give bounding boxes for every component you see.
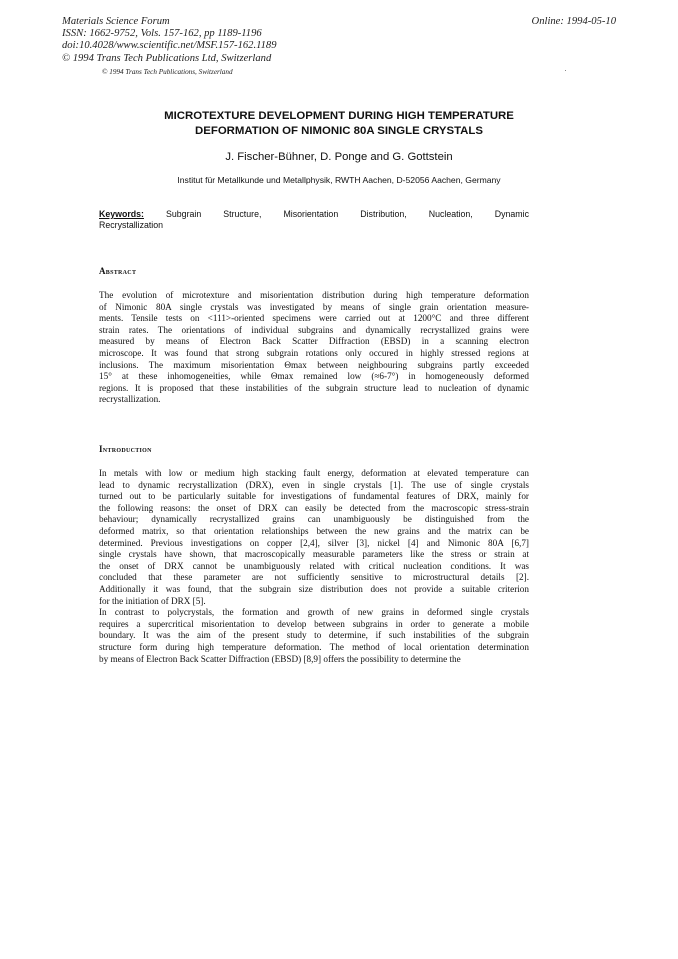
text-line: The evolution of microtexture and misorientation distribution during high temperature deformation (99, 290, 529, 300)
text-line: Additionally it was found, that the subgrain size distribution does not provide a suitable criterion (99, 583, 529, 594)
title-line-1: MICROTEXTURE DEVELOPMENT DURING HIGH TEMPERATURE (164, 110, 514, 122)
doi-line: doi:10.4028/www.scientific.net/MSF.157-162.1189 (62, 40, 277, 52)
text-line: deformed matrix, so that orientation relationships between the new grains and the matrix can be (99, 525, 529, 536)
text-line: of Nimonic 80A single crystals was investigated by means of single grain orientation measure- (99, 301, 529, 312)
keywords-line-2: Recrystallization (99, 220, 164, 230)
keywords-text: Subgrain Structure, Misorientation Distribution, Nucleation, Dynamic (166, 209, 529, 219)
text-line: structure form during high temperature deformation. The method of local orientation determination (99, 641, 529, 652)
keywords-line-1 (99, 209, 529, 220)
small-copyright: © 1994 Trans Tech Publications, Switzerland (102, 68, 233, 76)
authors: J. Fischer-Bühner, D. Ponge and G. Gottstein (225, 151, 453, 163)
journal-name: Materials Science Forum (62, 16, 170, 27)
text-line: for the initiation of DRX [5]. (99, 595, 206, 606)
keywords-label: Keywords: (99, 209, 144, 219)
text-line: In metals with low or medium high stacking fault energy, deformation at elevated temperature can (99, 468, 529, 478)
title-line-2: DEFORMATION OF NIMONIC 80A SINGLE CRYSTALS (195, 124, 483, 137)
abstract-heading: Abstract (99, 266, 137, 276)
text-line: the onset of DRX cannot be unambiguously related with critical nucleation conditions. It was (99, 560, 529, 571)
text-line: requires a supercritical misorientation to develop between subgrains in order to generate a mobile (99, 618, 529, 629)
text-line: microscope. It was found that strong subgrain rotations only occured in highly stressed regions at (99, 347, 529, 358)
text-line: 15° at these inhomogeneities, while Θmax remained low (≈6-7°) in homogeneously deformed (99, 371, 529, 382)
scan-speck (565, 70, 566, 71)
text-line: boundary. It was the aim of the present study to determine, if such instabilities of the subgrain (99, 630, 529, 641)
text-line: lead to dynamic recrystallization (DRX), even in single crystals [1]. The use of single crystals (99, 479, 529, 490)
text-line: In contrast to polycrystals, the formation and growth of new grains in deformed single crystals (99, 607, 529, 618)
introduction-heading: Introduction (99, 444, 152, 454)
publication-metadata (62, 16, 277, 65)
text-line: ments. Tensile tests on <111>-oriented specimens were carried out at 1200°C and three different (99, 313, 529, 324)
text-line: recrystallization. (99, 394, 161, 405)
text-line: turned out to be particularly suitable for investigations of fundamental features of DRX, mainly for (99, 491, 529, 502)
text-line: the following reasons: the onset of DRX can easily be detected from the macroscopic stress-strain (99, 502, 529, 513)
text-line: by means of Electron Back Scatter Diffraction (EBSD) [8,9] offers the possibility to determine the (99, 653, 461, 664)
text-line: measured by means of Electron Back Scatter Diffraction (EBSD) in a scanning electron (99, 336, 529, 347)
text-line: determined. Previous investigations on copper [2,4], silver [3], nickel [4] and Nimonic 80A [6,7] (99, 537, 529, 548)
issn-line: ISSN: 1662-9752, Vols. 157-162, pp 1189-1196 (62, 28, 262, 40)
text-line: concluded that these parameter are not sufficiently sensitive to microstructural details [2]. (99, 572, 529, 583)
text-line: single crystals have shown, that macroscopically measurable parameters like the stress or strain at (99, 549, 529, 560)
copyright-line: © 1994 Trans Tech Publications Ltd, Switzerland (62, 52, 272, 64)
text-line: inclusions. The maximum misorientation Θmax between neighbouring subgrains partly exceeded (99, 359, 529, 370)
introduction-body (99, 468, 529, 665)
text-line: behaviour; dynamically recrystallized grains can unambiguously be distinguished from the (99, 514, 529, 525)
paper-title (62, 109, 616, 138)
text-line: regions. It is proposed that these instabilities of the subgrain structure lead to nucleation of dynamic (99, 382, 529, 393)
affiliation: Institut für Metallkunde und Metallphysik, RWTH Aachen, D-52056 Aachen, Germany (177, 175, 501, 185)
text-line: strain rates. The orientations of individual subgrains and dynamically recrystallized grains were (99, 324, 529, 335)
abstract-body (99, 290, 529, 406)
online-date: Online: 1994-05-10 (531, 16, 616, 27)
